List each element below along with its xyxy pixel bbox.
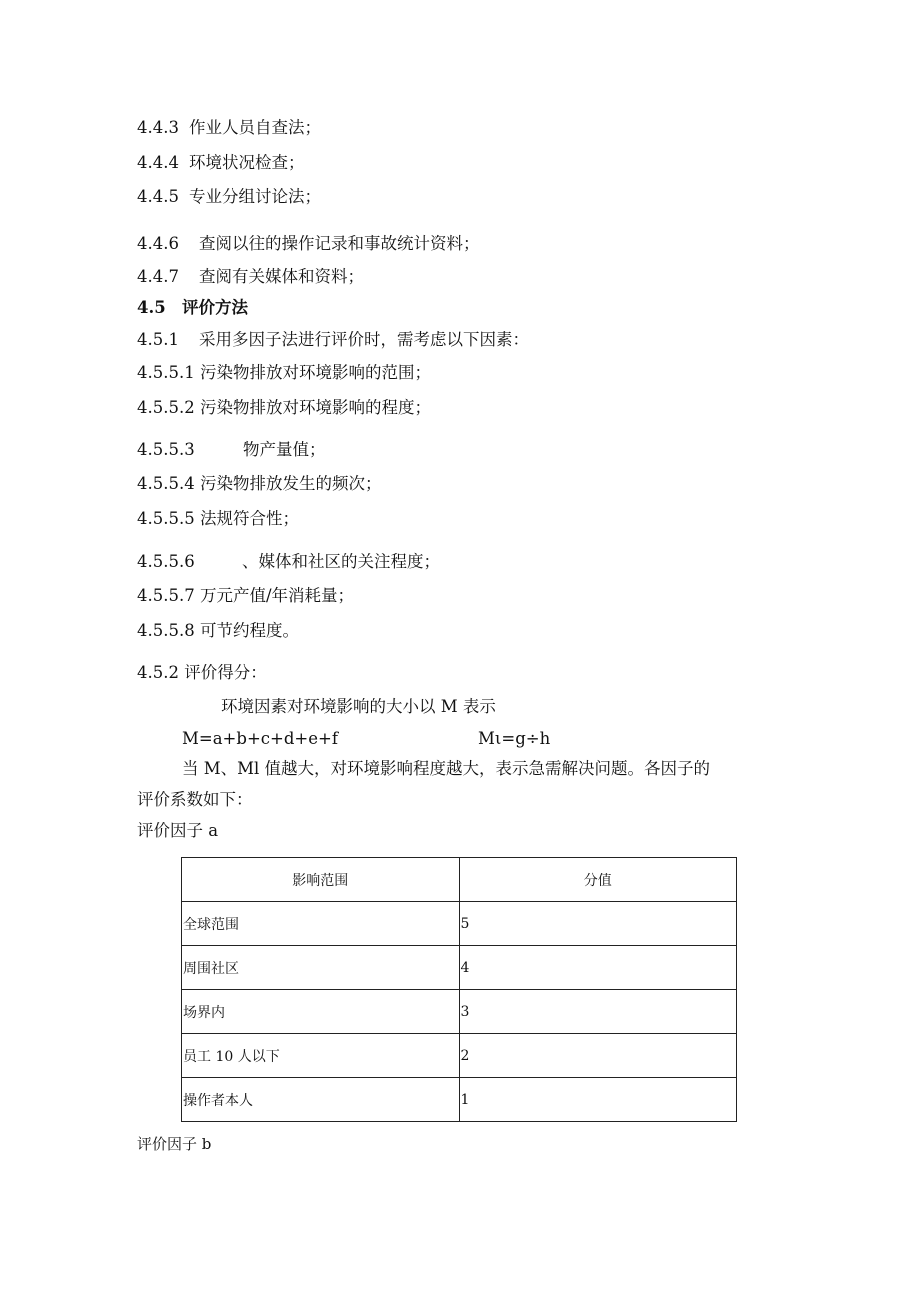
scoring-paragraph-line-2: 评价系数如下： xyxy=(137,790,253,809)
table-cell-score: 3 xyxy=(459,990,737,1034)
section-number: 4.5 xyxy=(137,298,166,317)
item-number: 4.4.5 xyxy=(137,187,179,206)
item-number: 4.5.5.3 xyxy=(137,440,195,459)
item-number: 4.5.1 xyxy=(137,330,179,349)
item-number: 4.4.4 xyxy=(137,153,179,172)
table-cell-score: 2 xyxy=(459,1034,737,1078)
item-number: 4.5.5.6 xyxy=(137,552,195,571)
list-item xyxy=(137,439,326,461)
table-cell-scope: 操作者本人 xyxy=(182,1078,460,1122)
list-item xyxy=(137,152,305,174)
list-item xyxy=(137,620,299,642)
table-row xyxy=(182,946,737,990)
list-item xyxy=(137,117,321,139)
table-cell-scope: 场界内 xyxy=(182,990,460,1034)
list-item xyxy=(137,186,321,208)
item-number: 4.4.6 xyxy=(137,234,179,253)
table-cell-score: 1 xyxy=(459,1078,737,1122)
item-text: 查阅以往的操作记录和事故统计资料； xyxy=(199,234,480,253)
item-text: 污染物排放对环境影响的范围； xyxy=(200,363,431,382)
table-row xyxy=(182,902,737,946)
section-title: 评价方法 xyxy=(182,298,248,317)
list-item xyxy=(137,362,431,384)
item-text: 查阅有关媒体和资料； xyxy=(199,267,364,286)
list-item xyxy=(137,397,431,419)
item-text: 物产量值； xyxy=(243,440,326,459)
item-text: 环境状况检查； xyxy=(189,153,305,172)
column-header-score: 分值 xyxy=(459,858,737,902)
column-header-scope: 影响范围 xyxy=(182,858,460,902)
item-text: 万元产值/年消耗量； xyxy=(200,586,355,605)
item-text: 、媒体和社区的关注程度； xyxy=(242,552,440,571)
list-item xyxy=(137,585,354,607)
table-cell-scope: 全球范围 xyxy=(182,902,460,946)
factor-a-title: 评价因子 a xyxy=(137,821,219,840)
table-cell-score: 5 xyxy=(459,902,737,946)
table-row xyxy=(182,990,737,1034)
item-text: 采用多因子法进行评价时，需考虑以下因素： xyxy=(199,330,529,349)
list-item xyxy=(137,266,364,288)
item-text: 法规符合性； xyxy=(200,509,299,528)
item-number: 4.5.5.8 xyxy=(137,621,195,640)
list-item xyxy=(137,329,529,351)
table-row xyxy=(182,1034,737,1078)
scoring-heading: 4.5.2 评价得分： xyxy=(137,663,267,682)
factor-a-table xyxy=(181,857,737,1122)
item-number: 4.4.3 xyxy=(137,118,179,137)
table-cell-scope: 周围社区 xyxy=(182,946,460,990)
item-text: 作业人员自查法； xyxy=(189,118,321,137)
section-heading xyxy=(137,297,248,319)
item-text: 污染物排放发生的频次； xyxy=(200,474,382,493)
list-item xyxy=(137,508,299,530)
scoring-paragraph-line-1: 当 M、Ml 值越大，对环境影响程度越大，表示急需解决问题。各因子的 xyxy=(182,759,711,778)
table-row xyxy=(182,1078,737,1122)
item-number: 4.5.5.7 xyxy=(137,586,195,605)
item-text: 专业分组讨论法； xyxy=(189,187,321,206)
item-text: 可节约程度。 xyxy=(200,621,299,640)
item-number: 4.4.7 xyxy=(137,267,179,286)
list-item xyxy=(137,473,382,495)
table-header-row xyxy=(182,858,737,902)
formula-m: M=a+b+c+d+e+f xyxy=(182,729,338,748)
formula-mi: Mι=g÷h xyxy=(478,729,551,748)
item-number: 4.5.5.5 xyxy=(137,509,195,528)
factor-b-title: 评价因子 b xyxy=(137,1135,212,1153)
table-cell-score: 4 xyxy=(459,946,737,990)
item-number: 4.5.5.1 xyxy=(137,363,195,382)
list-item xyxy=(137,551,440,573)
list-item xyxy=(137,233,480,255)
item-number: 4.5.5.4 xyxy=(137,474,195,493)
table-cell-scope: 员工 10 人以下 xyxy=(182,1034,460,1078)
item-number: 4.5.5.2 xyxy=(137,398,195,417)
item-text: 污染物排放对环境影响的程度； xyxy=(200,398,431,417)
scoring-intro: 环境因素对环境影响的大小以 M 表示 xyxy=(221,697,496,716)
